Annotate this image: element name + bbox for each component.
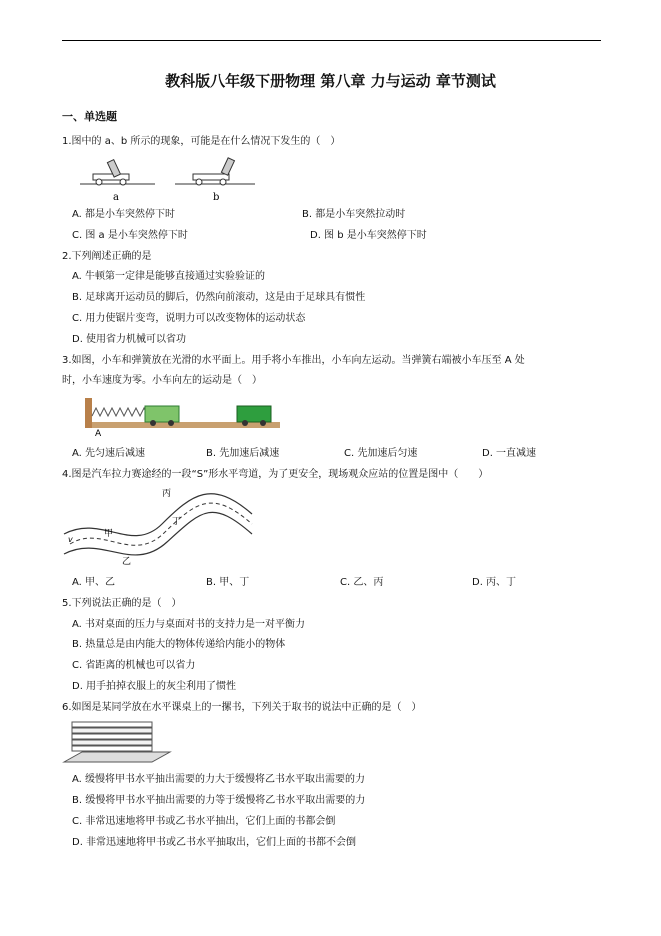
question-6-stem: 6.如图是某同学放在水平课桌上的一摞书，下列关于取书的说法中正确的是（ ） (62, 702, 422, 713)
q6-option-c: C. 非常迅速地将甲书或乙书水平抽出，它们上面的书都会倒 (72, 816, 336, 827)
figure-label-jia: 甲 (104, 529, 114, 539)
q4-option-d: D. 丙、丁 (472, 577, 517, 588)
q1-option-c: C. 图 a 是小车突然停下时 (72, 230, 188, 241)
figure-label-bing: 丙 (162, 489, 172, 499)
figure-label-v: v (68, 535, 73, 544)
page-title: 教科版八年级下册物理 第八章 力与运动 章节测试 (165, 72, 496, 90)
question-2-stem: 2.下列阐述正确的是 (62, 251, 152, 262)
q1-option-b: B. 都是小车突然拉动时 (302, 209, 406, 220)
section-heading: 一、单选题 (62, 110, 117, 123)
q4-option-a: A. 甲、乙 (72, 577, 116, 588)
question-6-figure (62, 718, 172, 768)
question-3-figure (85, 394, 285, 436)
q3-option-a: A. 先匀速后减速 (72, 448, 146, 459)
q5-option-c: C. 省距离的机械也可以省力 (72, 660, 196, 671)
q2-option-b: B. 足球离开运动员的脚后，仍然向前滚动，这是由于足球具有惯性 (72, 292, 366, 303)
figure-label-yi: 乙 (122, 557, 132, 567)
q3-option-c: C. 先加速后匀速 (344, 448, 418, 459)
q5-option-b: B. 热量总是由内能大的物体传递给内能小的物体 (72, 639, 286, 650)
header-rule (62, 40, 601, 41)
question-4-figure (62, 484, 262, 570)
q5-option-a: A. 书对桌面的压力与桌面对书的支持力是一对平衡力 (72, 619, 306, 630)
q2-option-a: A. 牛顿第一定律是能够直接通过实验验证的 (72, 271, 266, 282)
question-5-stem: 5.下列说法正确的是（ ） (62, 598, 182, 609)
q6-option-d: D. 非常迅速地将甲书或乙书水平抽取出，它们上面的书都不会倒 (72, 837, 357, 848)
question-3-stem-continued: 时，小车速度为零。小车向左的运动是（ ） (62, 375, 262, 386)
question-1-figure (75, 152, 265, 202)
figure-label-A: A (95, 429, 102, 436)
q6-option-a: A. 缓慢将甲书水平抽出需要的力大于缓慢将乙书水平取出需要的力 (72, 774, 366, 785)
q3-option-b: B. 先加速后减速 (206, 448, 280, 459)
q3-option-d: D. 一直减速 (482, 448, 537, 459)
q1-option-d: D. 图 b 是小车突然停下时 (310, 230, 427, 241)
q4-option-c: C. 乙、丙 (340, 577, 384, 588)
question-3-stem: 3.如图，小车和弹簧放在光滑的水平面上。用手将小车推出，小车向左运动。当弹簧右端被小车压至 A 处 (62, 355, 525, 366)
question-4-stem: 4.图是汽车拉力赛途经的一段“S”形水平弯道，为了更安全，现场观众应站的位置是图中（ ） (62, 469, 489, 480)
q5-option-d: D. 用手拍掉衣服上的灰尘利用了惯性 (72, 681, 237, 692)
figure-label-b: b (213, 192, 220, 202)
question-1-stem: 1.图中的 a、b 所示的现象，可能是在什么情况下发生的（ ） (62, 136, 341, 147)
figure-label-a: a (113, 192, 119, 202)
q4-option-b: B. 甲、丁 (206, 577, 250, 588)
q2-option-c: C. 用力使锯片变弯，说明力可以改变物体的运动状态 (72, 313, 306, 324)
q1-option-a: A. 都是小车突然停下时 (72, 209, 176, 220)
q2-option-d: D. 使用省力机械可以省功 (72, 334, 187, 345)
q6-option-b: B. 缓慢将甲书水平抽出需要的力等于缓慢将乙书水平取出需要的力 (72, 795, 366, 806)
figure-label-ding: 丁 (172, 517, 182, 527)
